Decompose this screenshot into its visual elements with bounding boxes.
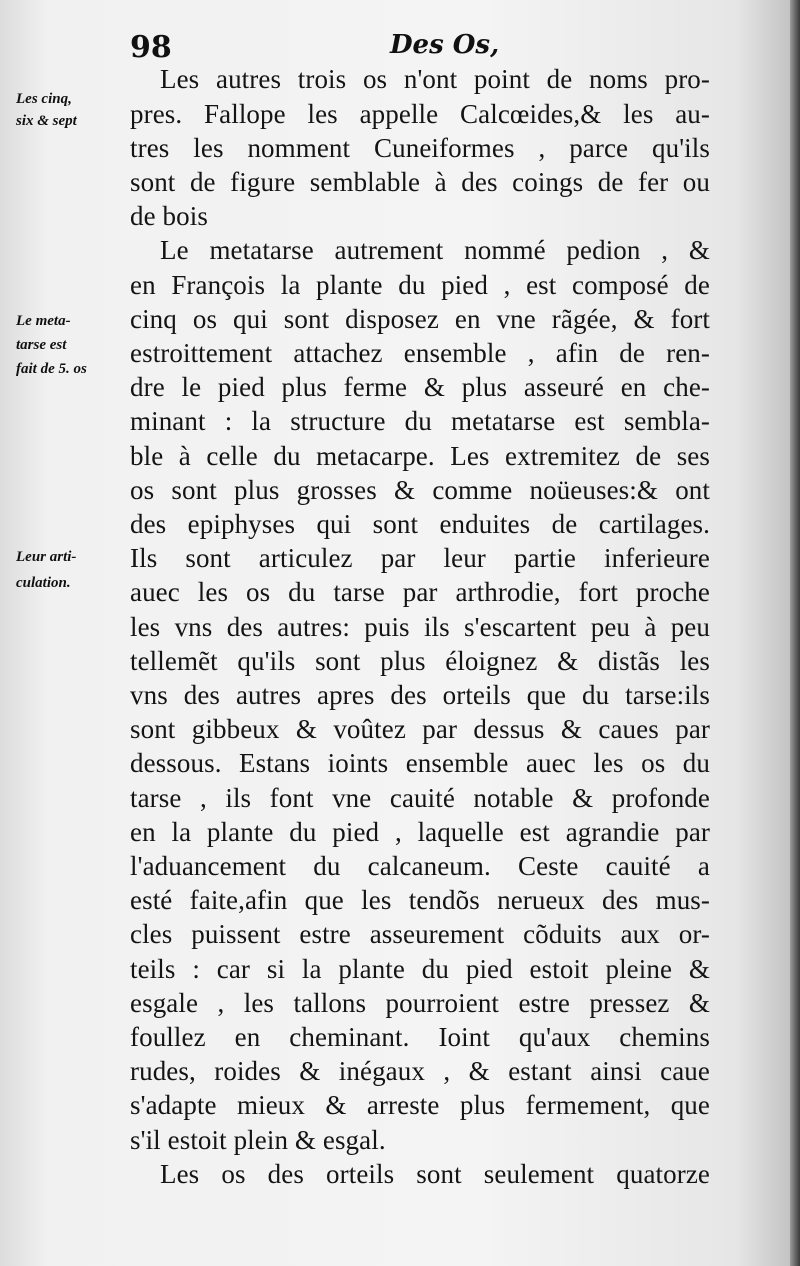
text-line: tellemẽt qu'ils sont plus éloignez & distãs les [130, 646, 710, 676]
text-line: Les os des orteils sont seulement quatorze [160, 1159, 710, 1189]
text-line: des epiphyses qui sont enduites de cartilages. [130, 509, 710, 539]
text-line: os sont plus grosses & comme noüeuses:& ont [130, 475, 710, 505]
text-line: esgale , les tallons pourroient estre pressez & [130, 988, 710, 1018]
text-line: pres. Fallope les appelle Calcœides,& les au- [130, 99, 710, 129]
text-line: tres les nomment Cuneiformes , parce qu'ils [130, 133, 710, 163]
text-line: teils : car si la plante du pied estoit pleine & [130, 954, 710, 984]
text-line: vns des autres apres des orteils que du tarse:ils [130, 680, 710, 710]
margin-note: Leur arti- [16, 549, 77, 565]
text-line: tarse , ils font vne cauité notable & profonde [130, 783, 710, 813]
text-line: cles puissent estre asseurement cõduits aux or- [130, 919, 710, 949]
margin-note: fait de 5. os [16, 361, 87, 377]
text-line: dre le pied plus ferme & plus asseuré en che- [130, 372, 710, 402]
text-line: rudes, roides & inégaux , & estant ainsi caue [130, 1056, 710, 1086]
margin-note: tarse est [16, 337, 67, 353]
text-line: Les autres trois os n'ont point de noms pro- [160, 64, 710, 94]
text-line: esté faite,afin que les tendõs nerueux des mus- [130, 885, 710, 915]
text-line: les vns des autres: puis ils s'escartent peu à peu [130, 612, 710, 642]
text-line: Ils sont articulez par leur partie inferieure [130, 543, 710, 573]
text-line: ble à celle du metacarpe. Les extremitez de ses [130, 441, 710, 471]
text-line: minant : la structure du metatarse est sembla- [130, 406, 710, 436]
text-line: en la plante du pied , laquelle est agrandie par [130, 817, 710, 847]
text-line: s'adapte mieux & arreste plus fermement, que [130, 1090, 710, 1120]
text-line: foullez en cheminant. Ioint qu'aux chemins [130, 1022, 710, 1052]
text-line: s'il estoit plein & esgal. [130, 1125, 386, 1155]
margin-note: Les cinq, [16, 91, 72, 107]
text-line: sont gibbeux & voûtez par dessus & caues par [130, 714, 710, 744]
page-number: 98 [130, 30, 172, 65]
text-line: de bois [130, 201, 208, 231]
text-line: cinq os qui sont disposez en vne rãgée, & fort [130, 304, 710, 334]
text-line: auec les os du tarse par arthrodie, fort proche [130, 577, 710, 607]
margin-note: six & sept [16, 113, 77, 129]
text-line: sont de figure semblable à des coings de fer ou [130, 167, 710, 197]
margin-note: Le meta- [16, 313, 71, 329]
running-head: Des Os, [390, 30, 500, 60]
margin-note: culation. [16, 575, 71, 591]
text-line: dessous. Estans ioints ensemble auec les os du [130, 748, 710, 778]
text-line: l'aduancement du calcaneum. Ceste cauité a [130, 851, 710, 881]
text-line: Le metatarse autrement nommé pedion , & [160, 235, 710, 265]
text-line: estroittement attachez ensemble , afin de ren- [130, 338, 710, 368]
text-line: en François la plante du pied , est composé de [130, 270, 710, 300]
